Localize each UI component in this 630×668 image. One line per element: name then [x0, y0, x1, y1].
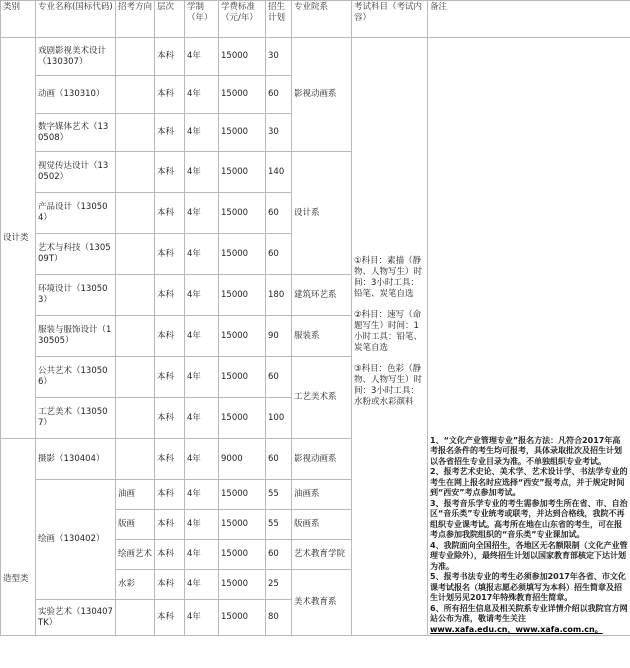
level-cell: 本科 [155, 480, 185, 510]
quota-cell: 100 [266, 398, 292, 439]
quota-cell: 60 [266, 193, 292, 234]
dept-cell: 影视动画系 [292, 38, 352, 152]
duration-cell: 4年 [185, 114, 219, 152]
direction-cell [116, 398, 155, 439]
major-cell: 视觉传达设计（130502） [36, 152, 116, 193]
header-major: 专业名称(国标代码) [36, 1, 116, 38]
level-cell: 本科 [155, 114, 185, 152]
quota-cell: 30 [266, 38, 292, 76]
tuition-cell: 9000 [219, 439, 266, 480]
dept-cell: 版画系 [292, 510, 352, 540]
header-remark: 备注 [428, 1, 630, 38]
tuition-cell: 15000 [219, 193, 266, 234]
level-cell: 本科 [155, 540, 185, 570]
major-cell: 绘画（130402） [36, 480, 116, 600]
direction-cell: 水彩 [116, 570, 155, 600]
dept-cell: 美术教育系 [292, 570, 352, 636]
level-cell: 本科 [155, 316, 185, 357]
website-link[interactable]: www.xafa.edu.cn，www.xafa.com.cn。 [430, 624, 603, 634]
major-cell: 工艺美术（130507） [36, 398, 116, 439]
quota-cell: 60 [266, 234, 292, 275]
level-cell: 本科 [155, 600, 185, 636]
dept-cell: 油画系 [292, 480, 352, 510]
duration-cell: 4年 [185, 480, 219, 510]
quota-cell: 180 [266, 275, 292, 316]
quota-cell: 60 [266, 439, 292, 480]
duration-cell: 4年 [185, 38, 219, 76]
major-cell: 艺术与科技（130509T） [36, 234, 116, 275]
level-cell: 本科 [155, 152, 185, 193]
remark-2: 2、报考艺术史论、美术学、艺术设计学、书法学专业的考生在网上报名时应选择“西安”报考点，并于规定时间到“西安”考点参加考试。 [430, 467, 628, 497]
tuition-cell: 15000 [219, 152, 266, 193]
header-dept: 专业院系 [292, 1, 352, 38]
direction-cell [116, 316, 155, 357]
tuition-cell: 15000 [219, 540, 266, 570]
direction-cell [116, 439, 155, 480]
quota-cell: 90 [266, 316, 292, 357]
duration-cell: 4年 [185, 357, 219, 398]
level-cell: 本科 [155, 510, 185, 540]
duration-cell: 4年 [185, 398, 219, 439]
dept-cell: 设计系 [292, 152, 352, 275]
major-cell: 产品设计（130504） [36, 193, 116, 234]
duration-cell: 4年 [185, 570, 219, 600]
category-modeling: 造型类 [1, 439, 36, 636]
duration-cell: 4年 [185, 439, 219, 480]
quota-cell: 55 [266, 480, 292, 510]
quota-cell: 55 [266, 510, 292, 540]
header-direction: 招考方向 [116, 1, 155, 38]
header-quota: 招生计划 [266, 1, 292, 38]
quota-cell: 80 [266, 600, 292, 636]
direction-cell [116, 76, 155, 114]
remarks-cell [428, 38, 630, 636]
direction-cell [116, 234, 155, 275]
major-cell: 动画（130310） [36, 76, 116, 114]
level-cell: 本科 [155, 398, 185, 439]
duration-cell: 4年 [185, 76, 219, 114]
duration-cell: 4年 [185, 275, 219, 316]
tuition-cell: 15000 [219, 316, 266, 357]
duration-cell: 4年 [185, 316, 219, 357]
remark-3: 3、报考音乐学专业的考生需参加考生所在省、市、自治区“音乐类”专业统考或联考，并达到合格线，我院不再组织专业课考试。高考所在地在山东省的考生，可在报考点参加我院组织的“音乐类”专业课加试。 [430, 498, 628, 539]
remark-4: 4、我院面向全国招生，各地区无名额限制（文化产业管理专业除外），最终招生计划以国家教育部核定下达计划为准。 [430, 540, 628, 571]
direction-cell [116, 193, 155, 234]
level-cell: 本科 [155, 275, 185, 316]
duration-cell: 4年 [185, 234, 219, 275]
level-cell: 本科 [155, 570, 185, 600]
direction-cell [116, 114, 155, 152]
remark-6: 6、所有招生信息及相关院系专业详情介绍以我院官方网站公布为准，敬请考生关注 [430, 603, 628, 623]
duration-cell: 4年 [185, 510, 219, 540]
quota-cell: 60 [266, 357, 292, 398]
direction-cell: 版画 [116, 510, 155, 540]
major-cell: 戏剧影视美术设计（130307） [36, 38, 116, 76]
major-cell: 公共艺术（130506） [36, 357, 116, 398]
tuition-cell: 15000 [219, 357, 266, 398]
direction-cell: 油画 [116, 480, 155, 510]
direction-cell [116, 275, 155, 316]
major-cell: 实验艺术（130407TK） [36, 600, 116, 636]
dept-cell: 建筑环艺系 [292, 275, 352, 316]
dept-cell: 影视动画系 [292, 439, 352, 480]
quota-cell: 25 [266, 570, 292, 600]
tuition-cell: 15000 [219, 600, 266, 636]
tuition-cell: 15000 [219, 275, 266, 316]
quota-cell: 140 [266, 152, 292, 193]
remark-1: 1、“文化产业管理专业”报名方法：凡符合2017年高考报名条件的考生均可报考，具体录取批次及招生计划以各省招生专业目录为准。不单独组织专业考试。 [430, 435, 622, 466]
dept-cell: 工艺美术系 [292, 357, 352, 439]
direction-cell [116, 357, 155, 398]
duration-cell: 4年 [185, 152, 219, 193]
header-row [1, 1, 630, 38]
header-duration: 学制（年） [185, 1, 219, 38]
dept-cell: 服装系 [292, 316, 352, 357]
level-cell: 本科 [155, 357, 185, 398]
exam-item-1: ①科目：素描（静物、人物写生）时间：3小时工具：铅笔、炭笔自选 [354, 255, 423, 299]
header-tuition: 学费标准（元/年） [219, 1, 266, 38]
duration-cell: 4年 [185, 600, 219, 636]
direction-cell [116, 600, 155, 636]
tuition-cell: 15000 [219, 480, 266, 510]
tuition-cell: 15000 [219, 234, 266, 275]
quota-cell: 30 [266, 114, 292, 152]
header-exam: 考试科目（考试内容） [352, 1, 428, 38]
direction-cell [116, 152, 155, 193]
major-cell: 服装与服饰设计（130505） [36, 316, 116, 357]
level-cell: 本科 [155, 38, 185, 76]
exam-item-2: ②科目：速写（命题写生）时间：1小时工具：铅笔、炭笔自选 [354, 309, 423, 353]
quota-cell: 60 [266, 76, 292, 114]
table-row [1, 38, 630, 76]
tuition-cell: 15000 [219, 510, 266, 540]
tuition-cell: 15000 [219, 114, 266, 152]
header-category: 类别 [1, 1, 36, 38]
level-cell: 本科 [155, 193, 185, 234]
level-cell: 本科 [155, 234, 185, 275]
exam-subjects-cell [352, 38, 428, 636]
duration-cell: 4年 [185, 193, 219, 234]
major-cell: 摄影（130404） [36, 439, 116, 480]
direction-cell: 绘画艺术 [116, 540, 155, 570]
major-cell: 数字媒体艺术（130508） [36, 114, 116, 152]
tuition-cell: 15000 [219, 38, 266, 76]
level-cell: 本科 [155, 439, 185, 480]
direction-cell [116, 38, 155, 76]
tuition-cell: 15000 [219, 398, 266, 439]
quota-cell: 60 [266, 540, 292, 570]
tuition-cell: 15000 [219, 570, 266, 600]
remark-5: 5、报考书法专业的考生必须参加2017年各省、市文化课考试报名（填报志愿必须填写为本科）招生简章及招生计划另见2017年特殊教育招生简章。 [430, 572, 626, 602]
category-design: 设计类 [1, 38, 36, 439]
header-level: 层次 [155, 1, 185, 38]
tuition-cell: 15000 [219, 76, 266, 114]
major-cell: 环境设计（130503） [36, 275, 116, 316]
level-cell: 本科 [155, 76, 185, 114]
duration-cell: 4年 [185, 540, 219, 570]
dept-cell: 艺术教育学院 [292, 540, 352, 570]
exam-item-3: ③科目：色彩（静物、人物写生）时间：3小时工具：水粉或水彩颜料 [354, 363, 423, 407]
